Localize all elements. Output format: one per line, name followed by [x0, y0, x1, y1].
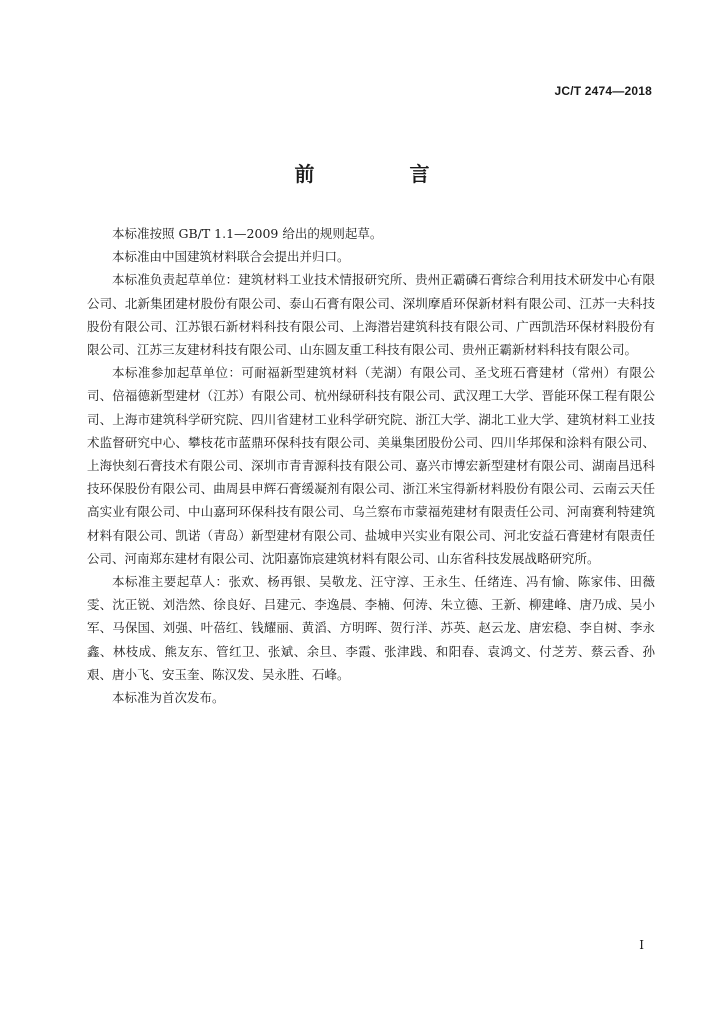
page-title: 前 言 [294, 162, 474, 186]
standard-number: JC/T 2474—2018 [554, 84, 652, 98]
paragraph-participating-drafters: 本标准参加起草单位：可耐福新型建筑材料（芜湖）有限公司、圣戈班石膏建材（常州）有限公司、倍福德新型建材（江苏）有限公司、杭州绿研科技有限公司、武汉理工大学、晋能环保工程有限公司、上海市建筑科学研究院、四川省建材工业科学研究院、浙江大学、湖北工业大学、建筑材料工业技术监督研究中心、攀枝花市蓝鼎环保科技有限公司、美巢集团股份公司、四川华邦保和涂料有限公司、上海快刻石膏技术有限公司、深圳市青青源科技有限公司、嘉兴市博宏新型建材有限公司、湖南昌迅科技环保股份有限公司、曲周县申辉石膏缓凝剂有限公司、浙江米宝得新材料股份有限公司、云南云天任高实业有限公司、中山嘉珂环保科技有限公司、乌兰察布市蒙福苑建材有限责任公司、河南赛利特建筑材料有限公司、凯诺（青岛）新型建材有限公司、盐城申兴实业有限公司、河北安益石膏建材有限责任公司、河南郑东建材有限公司、沈阳嘉饰宸建筑材料有限公司、山东省科技发展战略研究所。 [87, 365, 655, 566]
foreword-body [87, 222, 655, 709]
paragraph-proposer: 本标准由中国建筑材料联合会提出并归口。 [112, 249, 350, 265]
paragraph-drafting-rules: 本标准按照 GB/T 1.1—2009 给出的规则起草。 [112, 226, 383, 241]
paragraph-lead-drafters: 本标准负责起草单位：建筑材料工业技术情报研究所、贵州正霸磷石膏综合利用技术研发中心有限公司、北新集团建材股份有限公司、泰山石膏有限公司、深圳摩盾环保新材料有限公司、江苏一夫科技股份有限公司、江苏银石新材料科技有限公司、上海潜岩建筑科技有限公司、广西凯浩环保材料股份有限公司、江苏三友建材科技有限公司、山东圆友重工科技有限公司、贵州正霸新材料科技有限公司。 [87, 272, 655, 358]
paragraph-first-release: 本标准为首次发布。 [112, 690, 225, 706]
page-number: I [639, 938, 644, 952]
paragraph-main-drafters: 本标准主要起草人：张欢、杨再银、吴敬龙、汪守淳、王永生、任绪连、冯有愉、陈家伟、田薇雯、沈正锐、刘浩然、徐良好、吕建元、李逸晨、李楠、何涛、朱立德、王新、柳建峰、唐乃成、吴小军、马保国、刘强、叶蓓红、钱耀丽、黄滔、方明晖、贺行洋、苏英、赵云龙、唐宏稳、李自树、李永鑫、林枝成、熊友东、管红卫、张斌、余旦、李霞、张津践、和阳春、袁鸿文、付芝芳、蔡云香、孙艰、唐小飞、安玉奎、陈汉发、吴永胜、石峰。 [87, 574, 655, 682]
